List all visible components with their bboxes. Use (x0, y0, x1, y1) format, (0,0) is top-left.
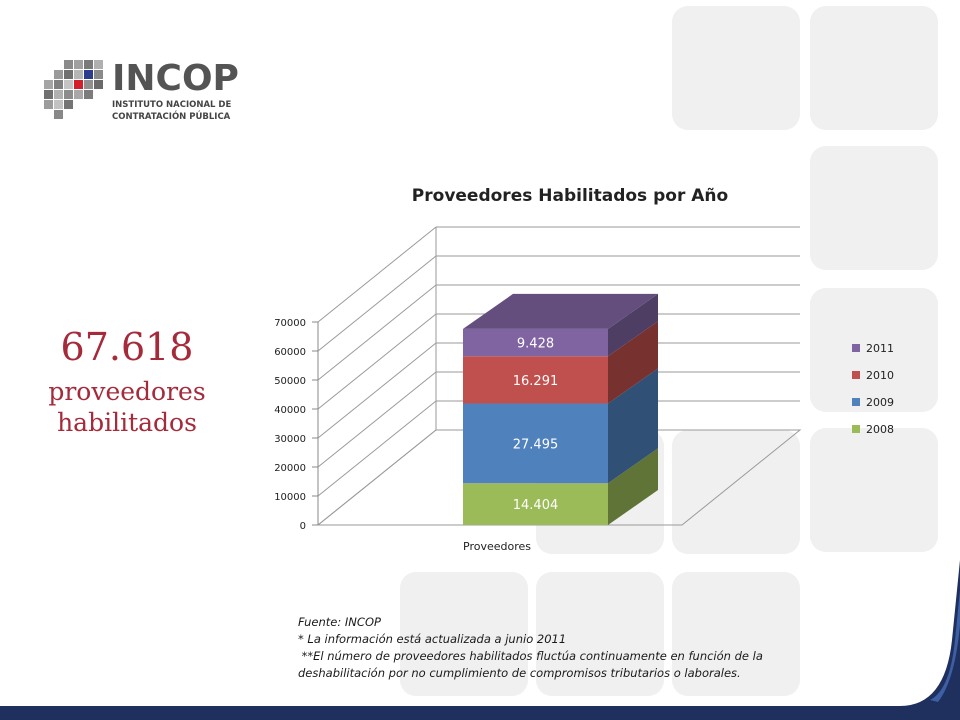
gridline-depth (318, 401, 436, 496)
source-notes (298, 614, 858, 682)
gridline-depth (318, 430, 436, 525)
data-label-2009: 27.495 (512, 437, 559, 453)
total-providers-label-line2: habilitados (57, 408, 197, 437)
fluctuation-note-line1: **El número de proveedores habilitados fluctúa continuamente en función de la (298, 649, 763, 663)
logo-name: INCOP (112, 58, 239, 99)
data-label-2011: 9.428 (516, 336, 555, 352)
gridline-depth (318, 227, 436, 322)
legend-label-2009: 2009 (866, 396, 894, 409)
legend-swatch-2008 (852, 425, 860, 433)
update-note: * La información está actualizada a junio 2011 (298, 632, 567, 646)
gridline-depth (318, 256, 436, 351)
legend-swatch-2011 (852, 344, 860, 352)
y-tick-label: 30000 (274, 434, 306, 445)
y-tick-label: 50000 (274, 376, 306, 387)
logo-subtitle-line2: CONTRATACIÓN PÚBLICA (112, 112, 231, 122)
source-note: Fuente: INCOP (298, 615, 381, 629)
y-tick-label: 0 (299, 521, 306, 532)
legend-label-2010: 2010 (866, 369, 894, 382)
y-tick-label: 10000 (274, 492, 306, 503)
data-label-2008: 14.404 (512, 498, 559, 514)
legend-swatch-2009 (852, 398, 860, 406)
chart-title: Proveedores Habilitados por Año (411, 186, 729, 206)
logo-subtitle-line1: INSTITUTO NACIONAL DE (112, 100, 232, 110)
legend-label-2008: 2008 (866, 423, 894, 436)
y-tick-label: 20000 (274, 463, 306, 474)
data-label-2010: 16.291 (512, 373, 559, 389)
gridline-depth (318, 372, 436, 467)
fluctuation-note-line2: deshabilitación por no cumplimiento de compromisos tributarios o laborales. (298, 666, 741, 680)
gridline-depth (318, 343, 436, 438)
gridline-depth (318, 314, 436, 409)
legend-label-2011: 2011 (866, 342, 894, 355)
y-tick-label: 70000 (274, 318, 306, 329)
total-providers-value: 67.618 (60, 325, 194, 369)
y-tick-label: 60000 (274, 347, 306, 358)
total-providers-label-line1: proveedores (48, 377, 206, 406)
gridline-depth (318, 285, 436, 380)
y-tick-label: 40000 (274, 405, 306, 416)
x-category-label: Proveedores (463, 540, 531, 553)
legend-swatch-2010 (852, 371, 860, 379)
